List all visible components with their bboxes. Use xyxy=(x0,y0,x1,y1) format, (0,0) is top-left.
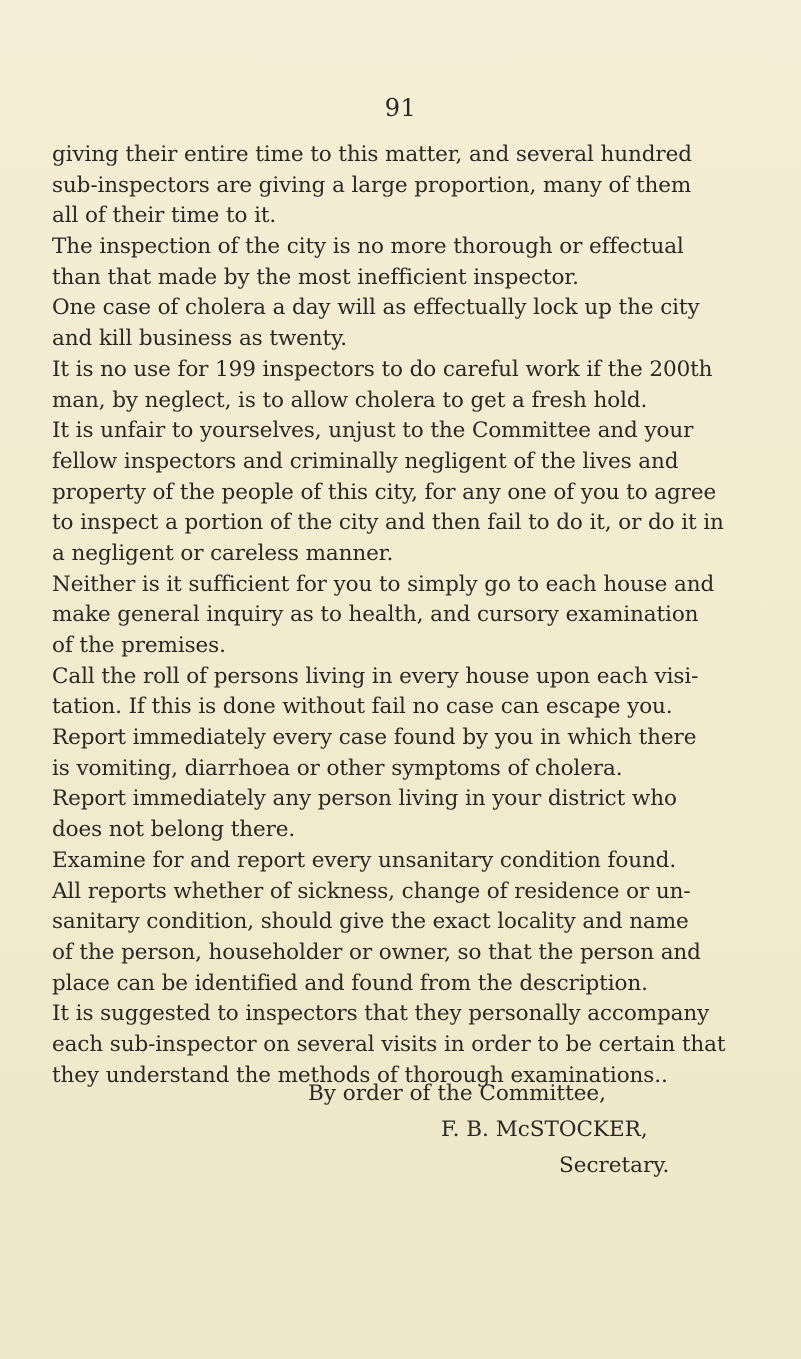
text-line: The inspection of the city is no more thorough or effectual xyxy=(52,234,684,260)
text-line: Report immediately any person living in your district who xyxy=(52,786,677,812)
text-line: each sub-inspector on several visits in order to be certain that xyxy=(52,1031,726,1057)
text-line: man, by neglect, is to allow cholera to get a fresh hold. xyxy=(52,387,648,413)
text-line: Neither is it sufficient for you to simply go to each house and xyxy=(52,571,715,597)
text-line: tation. If this is done without fail no case can escape you. xyxy=(52,694,673,720)
text-line: All reports whether of sickness, change of residence or un- xyxy=(52,878,691,904)
page-number: 91 xyxy=(384,94,417,122)
text-line: Report immediately every case found by you in which there xyxy=(52,725,697,751)
text-line: and kill business as twenty. xyxy=(52,326,348,352)
signatory-title: Secretary. xyxy=(559,1153,670,1178)
text-line: a negligent or careless manner. xyxy=(52,540,394,566)
text-line: make general inquiry as to health, and cursory examination xyxy=(52,602,699,628)
text-line: Examine for and report every unsanitary condition found. xyxy=(52,847,677,873)
signatory-name: F. B. McSTOCKER, xyxy=(441,1117,648,1142)
text-line: sanitary condition, should give the exact locality and name xyxy=(52,909,689,935)
text-line: does not belong there. xyxy=(52,817,296,843)
text-line: of the premises. xyxy=(52,633,226,658)
body-text xyxy=(52,140,782,1091)
text-line: of the person, householder or owner, so that the person and xyxy=(52,939,701,965)
text-line: place can be identified and found from the description. xyxy=(52,970,648,996)
text-line: One case of cholera a day will as effectually lock up the city xyxy=(52,295,700,321)
text-line: It is unfair to yourselves, unjust to the Committee and your xyxy=(52,418,694,444)
text-line: Call the roll of persons living in every house upon each visi- xyxy=(52,663,699,689)
text-line: is vomiting, diarrhoea or other symptoms of cholera. xyxy=(52,755,623,781)
text-line: to inspect a portion of the city and then fail to do it, or do it in xyxy=(52,510,724,536)
text-line: It is suggested to inspectors that they personally accompany xyxy=(52,1001,710,1027)
text-line: property of the people of this city, for any one of you to agree xyxy=(52,479,717,505)
text-line: giving their entire time to this matter, and several hundred xyxy=(52,142,692,167)
text-line: fellow inspectors and criminally negligent of the lives and xyxy=(52,448,679,474)
closing-order: By order of the Committee, xyxy=(308,1081,606,1106)
text-line: than that made by the most inefficient inspector. xyxy=(52,264,579,290)
text-line: It is no use for 199 inspectors to do careful work if the 200th xyxy=(52,356,713,382)
text-line: sub-inspectors are giving a large proportion, many of them xyxy=(52,172,692,198)
text-line: they understand the methods of thorough examinations.. xyxy=(52,1062,668,1088)
text-line: all of their time to it. xyxy=(52,203,277,229)
